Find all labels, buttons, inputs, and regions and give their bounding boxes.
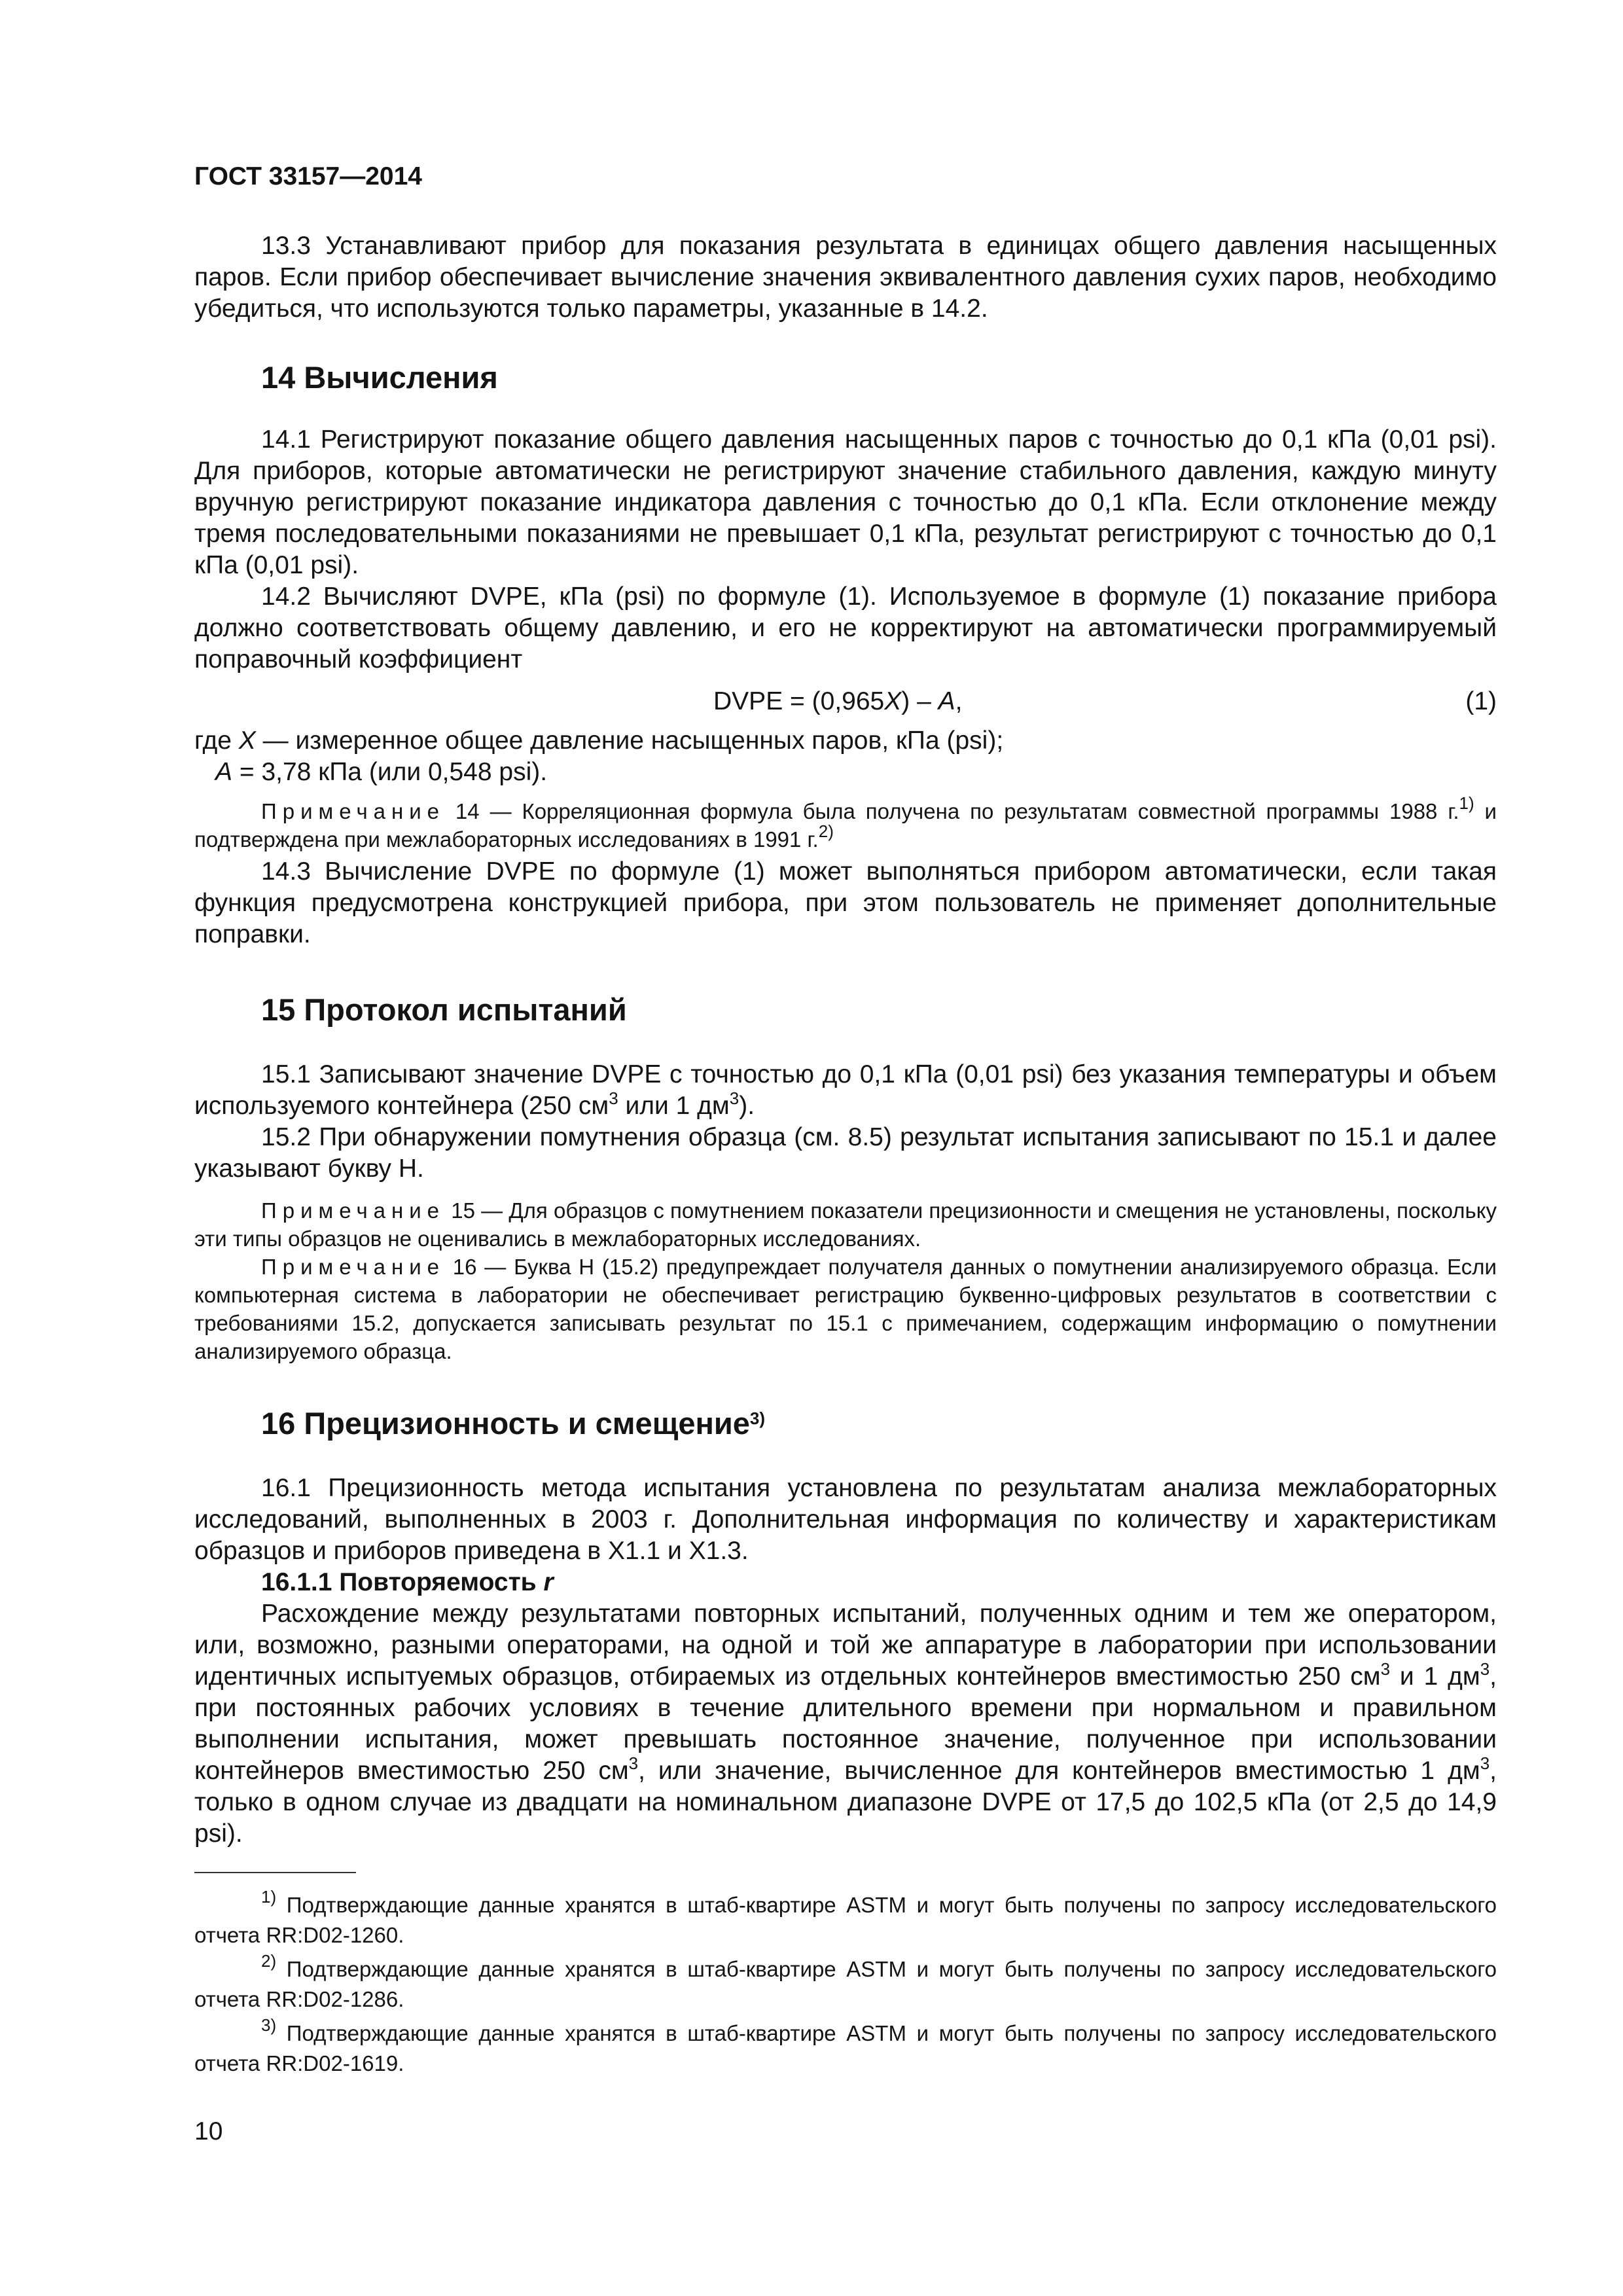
- note-16: Примечание 16 — Буква Н (15.2) предупреждает получателя данных о помутнении анализируемого образца. Если компьютерная система в лаборатории не обеспечивает регистрацию буквенно-цифровых результатов в соответствии с требованиями 15.2, допускается записывать результат по 15.1 с примечанием, содержащим информацию о помутнении анализируемого образца.: [194, 1255, 1497, 1363]
- clause-13-3: [194, 230, 1497, 325]
- footnote-3: $^{3)}$ Подтверждающие данные хранятся в штаб-квартире ASTM и могут быть получены по запросу исследовательского отчета RR:D02-1619.: [194, 2015, 1497, 2075]
- section-14-body: [194, 424, 1497, 950]
- paragraph-16-1-1: Расхождение между результатами повторных испытаний, полученных одним и тем же оператором, или, возможно, разными операторами, на одной и той же аппаратуре в лаборатории при использовании идентичных испытуемых образцов, отбираемых из отдельных контейнеров вместимостью 250 $см^3$ и 1 $дм^3$, при постоянных рабочих условиях в течение длительного времени при нормальном и правильном выполнении испытания, может превышать постоянное значение, полученное при использовании контейнеров вместимостью 250 $см^3$, или значение, вычисленное для контейнеров вместимостью 1 $дм^3$, только в одном случае из двадцати на номинальном диапазоне DVPE от 17,5 до 102,5 кПа (от 2,5 до 14,9 psi).: [194, 1600, 1497, 1848]
- section-14-title: 14 Вычисления: [261, 360, 498, 395]
- section-15: [194, 990, 1497, 1030]
- paragraph-15-2: 15.2 При обнаружении помутнения образца (см. 8.5) результат испытания записывают по 15.1 и далее указывают букву Н.: [194, 1123, 1497, 1183]
- formula-1: [194, 687, 1497, 721]
- footnote-separator: [194, 1872, 356, 1873]
- paragraph-14-2: 14.2 Вычисляют DVPE, кПа (psi) по формуле (1). Используемое в формуле (1) показание прибора должно соответствовать общему давлению, и его не корректируют на автоматически программируемый поправочный коэффициент: [194, 583, 1497, 673]
- note-14: Примечание 14 — Корреляционная формула была получена по результатам совместной программы 1988 г.$^{1)}$ и подтверждена при межлабораторных исследованиях в 1991 г.$^{2)}$: [194, 793, 1497, 852]
- formula-where-x: где X — измеренное общее давление насыщенных паров, кПа (psi);: [194, 726, 1004, 755]
- subsection-16-1-1-title: 16.1.1 Повторяемость r: [261, 1568, 554, 1596]
- paragraph-14-1: 14.1 Регистрируют показание общего давления насыщенных паров с точностью до 0,1 кПа (0,01 psi). Для приборов, которые автоматически не регистрируют значение стабильного давления, каждую минуту вручную регистрируют показание индикатора давления с точностью до 0,1 кПа. Если отклонение между тремя последовательными показаниями не превышает 0,1 кПа, результат регистрируют с точностью до 0,1 кПа (0,01 psi).: [194, 425, 1497, 579]
- section-16-body: [194, 1473, 1497, 1850]
- formula-where-a: A = 3,78 кПа (или 0,548 psi).: [215, 758, 548, 786]
- section-15-body: [194, 1059, 1497, 1365]
- section-15-title: 15 Протокол испытаний: [261, 992, 627, 1027]
- note-15: Примечание 15 — Для образцов с помутнением показатели прецизионности и смещения не установлены, поскольку эти типы образцов не оценивались в межлабораторных исследованиях.: [194, 1198, 1497, 1251]
- paragraph-15-1: 15.1 Записывают значение DVPE с точностью до 0,1 кПа (0,01 psi) без указания температуры и объем используемого контейнера (250 $см^3$ или 1 $дм^3$).: [194, 1060, 1497, 1120]
- footnotes: [194, 1887, 1497, 2079]
- document-header: ГОСТ 33157—2014: [194, 162, 422, 190]
- formula-number: (1): [1465, 687, 1497, 715]
- paragraph-16-1: 16.1 Прецизионность метода испытания установлена по результатам анализа межлабораторных исследований, выполненных в 2003 г. Дополнительная информация по количеству и характеристикам образцов и приборов приведена в X1.1 и X1.3.: [194, 1474, 1497, 1565]
- footnote-2: $^{2)}$ Подтверждающие данные хранятся в штаб-квартире ASTM и могут быть получены по запросу исследовательского отчета RR:D02-1286.: [194, 1951, 1497, 2011]
- formula-expression: DVPE = (0,965X) – A,: [713, 687, 963, 715]
- section-16-title: 16 Прецизионность и смещение$^{3)}$: [261, 1406, 766, 1441]
- footnote-1: $^{1)}$ Подтверждающие данные хранятся в штаб-квартире ASTM и могут быть получены по запросу исследовательского отчета RR:D02-1260.: [194, 1887, 1497, 1947]
- section-16: [194, 1404, 1497, 1443]
- section-14: [194, 358, 1497, 397]
- paragraph-14-3: 14.3 Вычисление DVPE по формуле (1) может выполняться прибором автоматически, если такая функция предусмотрена конструкцией прибора, при этом пользователь не применяет дополнительные поправки.: [194, 857, 1497, 948]
- paragraph-13-3: 13.3 Устанавливают прибор для показания результата в единицах общего давления насыщенных паров. Если прибор обеспечивает вычисление значения эквивалентного давления сухих паров, необходимо убедиться, что используются только параметры, указанные в 14.2.: [194, 232, 1497, 323]
- page-number: 10: [194, 2117, 223, 2145]
